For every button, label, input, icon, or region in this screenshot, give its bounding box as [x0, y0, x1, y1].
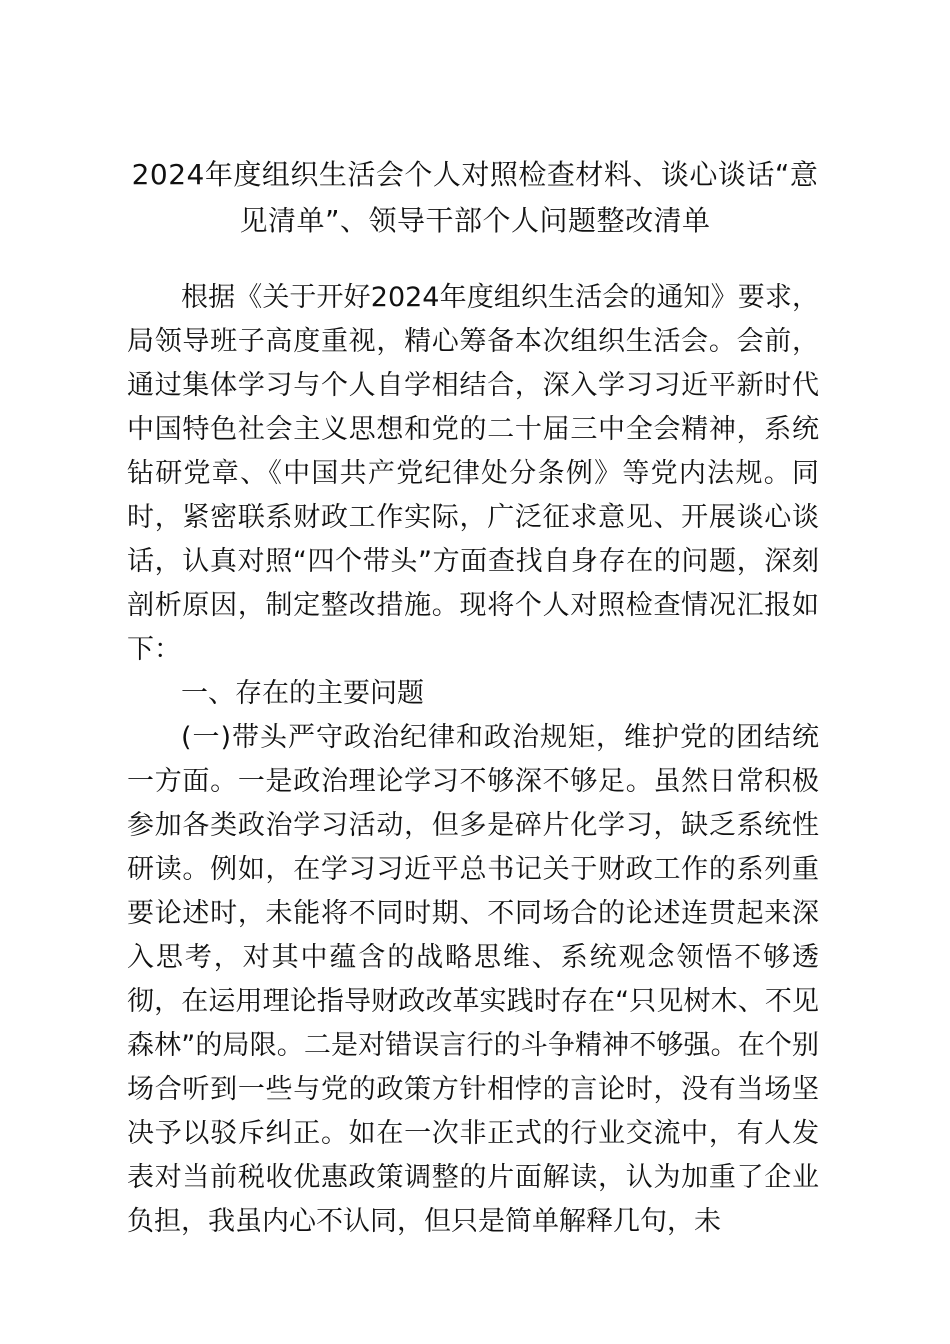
document-body [127, 276, 819, 1244]
section-paragraph-discipline: (一)带头严守政治纪律和政治规矩，维护党的团结统一方面。一是政治理论学习不够深不够足。虽然日常积极参加各类政治学习活动，但多是碎片化学习，缺乏系统性研读。例如，在学习习近平总书记关于财政工作的系列重要论述时，未能将不同时期、不同场合的论述连贯起来深入思考，对其中蕴含的战略思维、系统观念领悟不够透彻，在运用理论指导财政改革实践时存在“只见树木、不见森林”的局限。二是对错误言行的斗争精神不够强。在个别场合听到一些与党的政策方针相悖的言论时，没有当场坚决予以驳斥纠正。如在一次非正式的行业交流中，有人发表对当前税收优惠政策调整的片面解读，认为加重了企业负担，我虽内心不认同，但只是简单解释几句，未 [127, 722, 819, 1237]
section-heading-problems: 一、存在的主要问题 [181, 678, 424, 709]
intro-paragraph: 根据《关于开好2024年度组织生活会的通知》要求，局领导班子高度重视，精心筹备本次组织生活会。会前，通过集体学习与个人自学相结合，深入学习习近平新时代中国特色社会主义思想和党的二十届三中全会精神，系统钻研党章、《中国共产党纪律处分条例》等党内法规。同时，紧密联系财政工作实际，广泛征求意见、开展谈心谈话，认真对照“四个带头”方面查找自身存在的问题，深刻剖析原因，制定整改措施。现将个人对照检查情况汇报如下： [127, 282, 819, 665]
document-title: 2024年度组织生活会个人对照检查材料、谈心谈话“意见清单”、领导干部个人问题整改清单 [131, 158, 819, 237]
